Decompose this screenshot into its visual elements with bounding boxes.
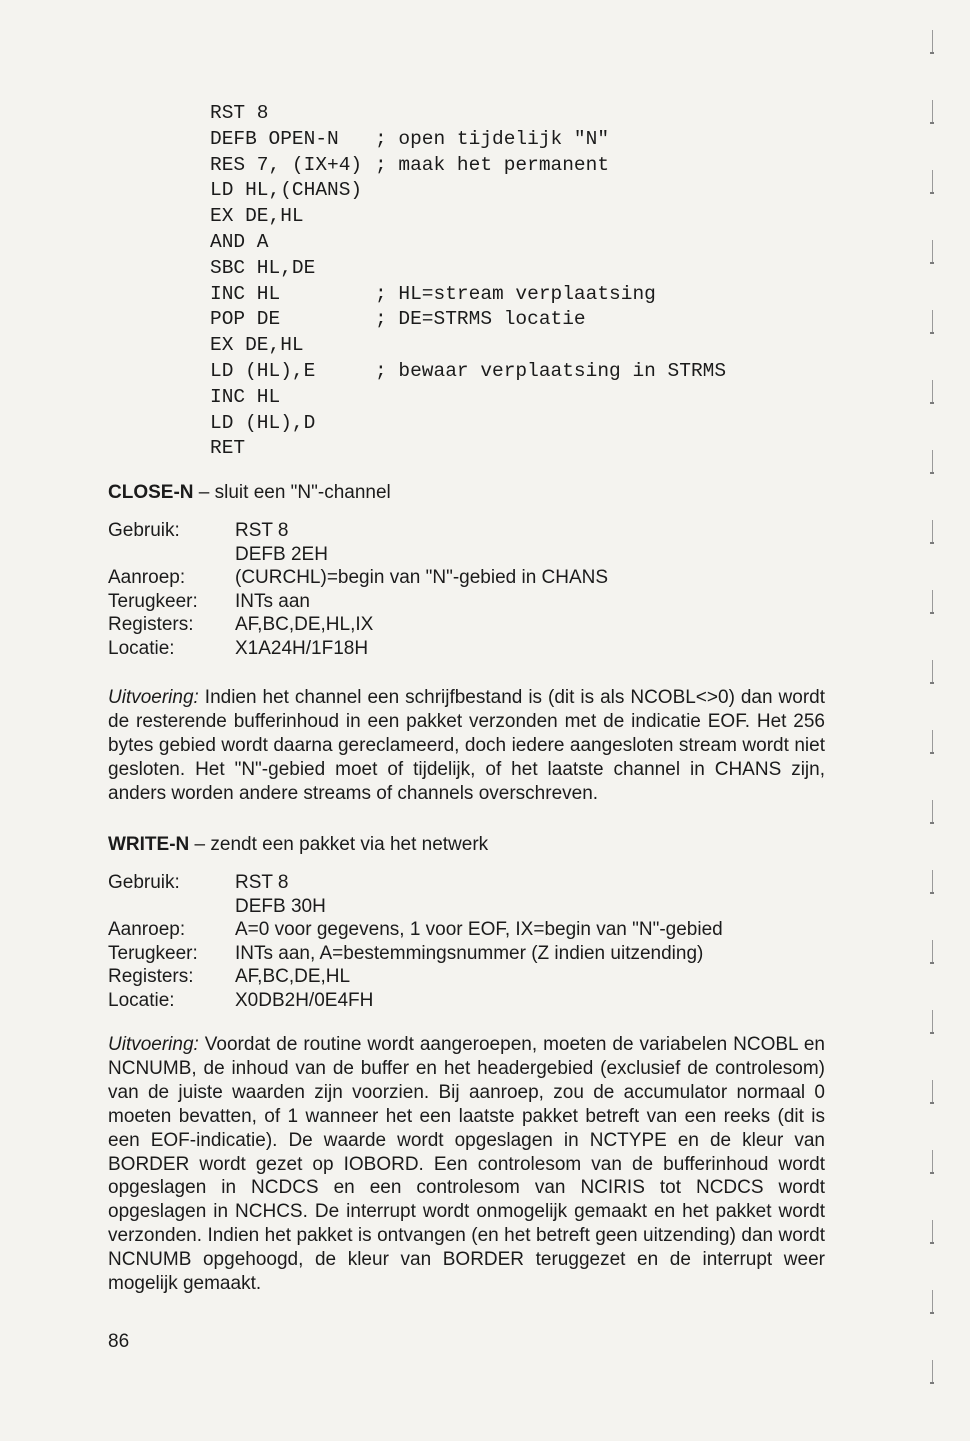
definition-label: Registers:: [108, 966, 194, 987]
margin-mark: [930, 1172, 934, 1174]
margin-mark: [930, 192, 934, 194]
margin-mark: [932, 30, 933, 52]
code-instruction: RES 7, (IX+4): [210, 153, 363, 176]
code-instruction: LD (HL),D: [210, 411, 316, 434]
code-instruction: LD HL,(CHANS): [210, 179, 363, 202]
margin-mark: [932, 1290, 933, 1312]
margin-mark: [930, 892, 934, 894]
margin-mark: [930, 402, 934, 404]
margin-mark: [932, 240, 933, 262]
code-instruction: POP DE: [210, 308, 281, 331]
definition-label: Locatie:: [108, 989, 175, 1011]
definition-value: DEFB 2EH: [235, 543, 328, 565]
margin-mark: [930, 332, 934, 334]
definition-label: Aanroep:: [108, 919, 186, 940]
margin-mark: [932, 100, 933, 122]
definition-label: Locatie:: [108, 637, 175, 659]
margin-mark: [932, 940, 933, 962]
code-line: [210, 256, 810, 282]
margin-mark: [930, 1312, 934, 1314]
definition-value: DEFB 30H: [235, 895, 326, 917]
definition-label: Aanroep:: [108, 567, 186, 588]
code-line: [210, 333, 810, 359]
margin-mark: [932, 520, 933, 542]
definition-value: (CURCHL)=begin van "N"-gebied in CHANS: [235, 567, 609, 588]
code-instruction: EX DE,HL: [210, 205, 304, 228]
margin-mark: [932, 730, 933, 752]
margin-mark: [930, 752, 934, 754]
definition-label: Gebruik:: [108, 520, 180, 541]
margin-mark: [930, 542, 934, 544]
uitvoering-text: Indien het channel een schrijfbestand is (dit is als NCOBL<>0) dan wordt de resterende bufferinhoud in een pakket verzonden met de indicatie EOF. Het 256 bytes gebied wordt daarna gereclameerd, doch iedere aangesloten stream wordt niet gesloten. Het "N"-gebied moet of tijdelijk, of het laatste channel in CHANS zijn, anders worden andere streams of channels overschreven.: [108, 687, 825, 804]
margin-mark: [932, 870, 933, 892]
margin-mark: [930, 1032, 934, 1034]
definition-label: Registers:: [108, 614, 194, 635]
definition-value: X0DB2H/0E4FH: [235, 989, 374, 1011]
code-instruction: INC HL: [210, 385, 281, 408]
code-instruction: AND A: [210, 230, 269, 253]
write-n-name: WRITE-N: [108, 834, 190, 855]
margin-mark: [930, 822, 934, 824]
code-comment: ; maak het permanent: [375, 153, 610, 176]
code-instruction: DEFB OPEN-N: [210, 127, 339, 150]
code-comment: ; open tijdelijk "N": [375, 127, 610, 150]
uitvoering-label: Uitvoering:: [108, 687, 199, 708]
uitvoering-label: Uitvoering:: [108, 1034, 199, 1055]
margin-mark: [932, 1080, 933, 1102]
code-line: [210, 127, 810, 153]
margin-mark: [930, 1242, 934, 1244]
margin-mark: [932, 1360, 933, 1382]
code-instruction: RST 8: [210, 102, 269, 124]
write-n-uitvoering: [108, 1033, 825, 1296]
margin-mark: [930, 122, 934, 124]
margin-mark: [930, 1382, 934, 1384]
page-number: 86: [108, 1331, 130, 1352]
definition-label: Gebruik:: [108, 872, 180, 893]
definition-value: AF,BC,DE,HL: [235, 966, 351, 987]
definition-value: RST 8: [235, 872, 289, 893]
margin-mark: [930, 612, 934, 614]
close-n-uitvoering: [108, 686, 825, 806]
definition-value: INTs aan: [235, 590, 310, 612]
code-line: [210, 230, 810, 256]
code-line: [210, 178, 810, 204]
margin-mark: [930, 52, 934, 54]
definition-label: Terugkeer:: [108, 590, 198, 612]
code-comment: ; bewaar verplaatsing in STRMS: [375, 359, 727, 382]
code-line: [210, 101, 810, 127]
code-instruction: EX DE,HL: [210, 334, 304, 357]
code-line: [210, 282, 810, 308]
code-comment: ; HL=stream verplaatsing: [375, 282, 656, 305]
code-instruction: SBC HL,DE: [210, 256, 316, 279]
definition-value: A=0 voor gegevens, 1 voor EOF, IX=begin van "N"-gebied: [235, 919, 723, 940]
margin-mark: [930, 682, 934, 684]
code-line: [210, 153, 810, 179]
close-n-description: – sluit een "N"-channel: [198, 482, 391, 503]
definition-value: AF,BC,DE,HL,IX: [235, 614, 374, 635]
write-n-description: – zendt een pakket via het netwerk: [194, 834, 489, 855]
code-line: [210, 359, 810, 385]
margin-mark: [932, 170, 933, 192]
close-n-name: CLOSE-N: [108, 482, 194, 503]
margin-mark: [932, 590, 933, 612]
margin-mark: [932, 1010, 933, 1032]
definition-label: Terugkeer:: [108, 942, 198, 964]
margin-mark: [930, 962, 934, 964]
code-line: [210, 385, 810, 411]
margin-mark: [932, 380, 933, 402]
code-listing: [210, 101, 810, 462]
margin-mark: [930, 1102, 934, 1104]
margin-mark: [932, 450, 933, 472]
code-line: [210, 307, 810, 333]
code-line: [210, 204, 810, 230]
margin-mark: [932, 1150, 933, 1172]
code-comment: ; DE=STRMS locatie: [375, 308, 586, 331]
definition-value: X1A24H/1F18H: [235, 637, 369, 659]
uitvoering-text: Voordat de routine wordt aangeroepen, moeten de variabelen NCOBL en NCNUMB, de inhoud van de buffer en het headergebied (exclusief de controlesom) van de juiste waarden zijn voorzien. Bij aanroep, zou de accumulator normaal 0 moeten bevatten, of 1 wanneer het een laatste pakket betreft van een reeks (dit is een EOF-indicatie). De waarde wordt opgeslagen in NCTYPE en de kleur van BORDER wordt gezet op IOBORD. Een controlesom van de bufferinhoud wordt opgeslagen in NCDCS en een controlesom van NCIRIS tot NCDCS wordt opgeslagen in NCHCS. De interrupt wordt onmogelijk gemaakt en het pakket wordt verzonden. Indien het pakket is ontvangen (en het betreft geen uitzending) dan wordt NCNUMB opgehoogd, de kleur van BORDER teruggezet en de interrupt weer mogelijk gemaakt.: [108, 1034, 825, 1295]
margin-mark: [930, 472, 934, 474]
definition-value: RST 8: [235, 520, 289, 541]
code-instruction: RET: [210, 437, 246, 460]
margin-mark: [932, 310, 933, 332]
code-instruction: INC HL: [210, 282, 281, 305]
close-n-heading: [108, 482, 391, 504]
code-line: [210, 436, 810, 462]
margin-mark: [932, 800, 933, 822]
margin-mark: [932, 1220, 933, 1242]
code-instruction: LD (HL),E: [210, 359, 316, 382]
write-n-heading: [108, 834, 488, 856]
code-line: [210, 411, 810, 437]
definition-value: INTs aan, A=bestemmingsnummer (Z indien uitzending): [235, 942, 704, 964]
margin-mark: [932, 660, 933, 682]
margin-mark: [930, 262, 934, 264]
